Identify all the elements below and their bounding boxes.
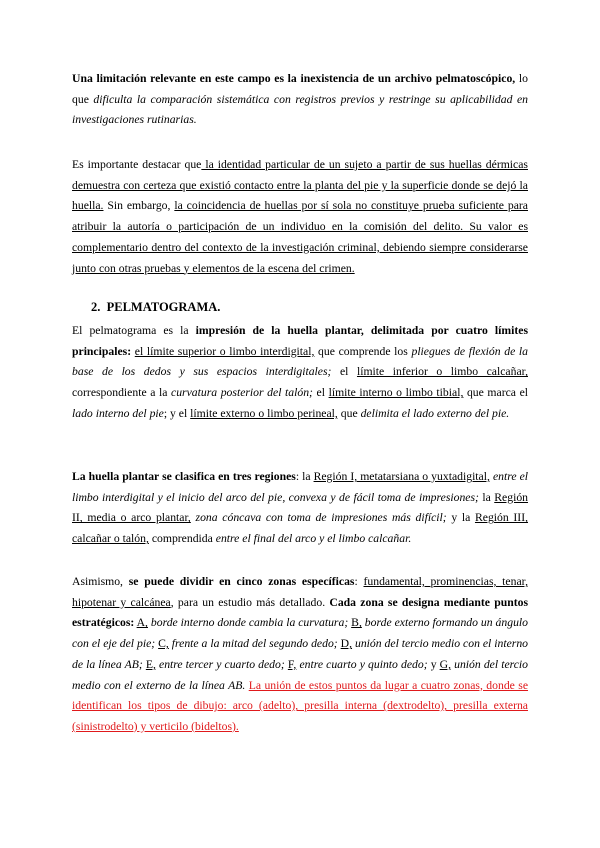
plain-text: lo que xyxy=(72,72,528,106)
plain-text: y xyxy=(427,657,440,671)
bold-text: Una limitación relevante en este campo es la inexistencia de un archivo pelmatoscópico, xyxy=(72,72,516,85)
red-highlight-text: La unión de estos puntos da lugar a cuatro zonas, donde se identifican los tipos de dibujo: arco (adelto), presilla interna (dextrodelto), presilla externa (sinistrodelto) y verticilo (bideltos). xyxy=(72,678,529,733)
underlined-text: Región II, media o arco plantar, xyxy=(72,490,529,525)
plain-text: correspondiente a la xyxy=(72,386,172,400)
italic-text: borde interno donde cambia la curvatura; xyxy=(147,616,349,630)
underlined-text: la identidad particular de un sujeto a partir de sus huellas dérmicas demuestra con certeza que existió contacto entre la planta del pie y la superficie donde se dejó la huella. xyxy=(72,158,528,213)
point-label-a: A, xyxy=(136,616,148,630)
italic-text: delimita el lado externo del pie. xyxy=(360,406,510,420)
paragraph-pelmatogram-definition xyxy=(72,321,528,425)
point-label-d: D, xyxy=(340,637,353,651)
italic-text: entre tercer y cuarto dedo; xyxy=(155,657,285,671)
plain-text: comprendida xyxy=(148,532,216,546)
plain-text: el xyxy=(312,386,329,400)
underlined-text: límite externo o limbo perineal, xyxy=(190,406,338,420)
italic-text: borde externo formando un ángulo con el eje del pie; xyxy=(72,616,529,651)
bold-text: Cada zona se designa mediante puntos estratégicos: xyxy=(72,595,528,630)
italic-text: dificulta la comparación sistemática con registros previos y restringe su aplicabilidad en investigaciones rutinarias. xyxy=(72,92,528,127)
italic-text: lado interno del pie xyxy=(72,406,164,420)
plain-text: la xyxy=(478,490,495,504)
paragraph-zones xyxy=(72,572,528,738)
bold-text: se puede dividir en cinco zonas específicas xyxy=(128,575,355,588)
point-label-g: G, xyxy=(439,657,452,671)
italic-text: pliegues de flexión de la base de los dedos y sus espacios interdigitales; xyxy=(72,344,529,379)
italic-text: entre el limbo interdigital y el inicio del arco del pie, convexa y de fácil toma de impresiones; xyxy=(72,470,529,504)
plain-text: El pelmatograma es la xyxy=(72,324,196,337)
italic-text: zona cóncava con toma de impresiones más difícil; xyxy=(195,511,447,525)
plain-text: y la xyxy=(446,511,475,525)
underlined-text: límite inferior o limbo calcañar, xyxy=(356,365,528,379)
italic-text: entre cuarto y quinto dedo; xyxy=(296,657,428,671)
plain-text: Sin embargo, xyxy=(103,199,175,213)
section-number: 2. xyxy=(91,300,101,314)
paragraph-regions xyxy=(72,467,528,550)
underlined-text: Región I, metatarsiana o yuxtadigital, xyxy=(313,470,490,483)
point-label-e: E, xyxy=(145,657,156,671)
plain-text: : xyxy=(354,575,364,588)
italic-text: unión del tercio medio con el interno de la línea AB; xyxy=(72,637,529,671)
point-label-f: F, xyxy=(287,657,297,671)
underlined-text: límite interno o limbo tibial, xyxy=(328,386,464,400)
bold-text: impresión de la huella plantar, delimitada por cuatro límites principales: xyxy=(72,324,528,358)
section-title: PELMATOGRAMA. xyxy=(106,300,221,314)
section-heading xyxy=(91,300,220,315)
bold-text: La huella plantar se clasifica en tres regiones xyxy=(72,470,296,483)
plain-text: , para un estudio más detallado. xyxy=(170,595,330,609)
italic-text: curvatura posterior del talón; xyxy=(171,386,313,400)
italic-text: entre el final del arco y el limbo calcañar. xyxy=(215,532,412,546)
plain-text: Asimismo, xyxy=(72,575,129,588)
paragraph-archive-limitation xyxy=(72,69,528,131)
plain-text: : la xyxy=(295,470,314,483)
italic-text: frente a la mitad del segundo dedo; xyxy=(168,637,338,651)
plain-text: Es importante destacar que xyxy=(72,158,202,171)
point-label-b: B, xyxy=(351,616,362,630)
plain-text: que xyxy=(337,406,361,420)
plain-text: que comprende los xyxy=(314,344,412,358)
underlined-text: el límite superior o limbo interdigital, xyxy=(134,344,315,358)
italic-text: unión del tercio medio con el externo de la línea AB. xyxy=(72,657,529,692)
underlined-text: Región III, calcañar o talón, xyxy=(72,511,529,546)
paragraph-identity xyxy=(72,155,528,279)
underlined-text: fundamental, prominencias, tenar, hipotenar y calcánea xyxy=(72,575,528,609)
plain-text: el xyxy=(331,365,357,379)
plain-text: ; y el xyxy=(163,406,191,420)
point-label-c: C, xyxy=(158,637,169,651)
underlined-text: la coincidencia de huellas por sí sola no constituye prueba suficiente para atribuir la autoría o participación de un individuo en la comisión del delito. Su valor es complementario dentro del contexto de la investigación criminal, debiendo siempre considerarse junto con otras pruebas y elementos de la escena del crimen. xyxy=(72,199,528,275)
plain-text: que marca el xyxy=(463,386,528,400)
